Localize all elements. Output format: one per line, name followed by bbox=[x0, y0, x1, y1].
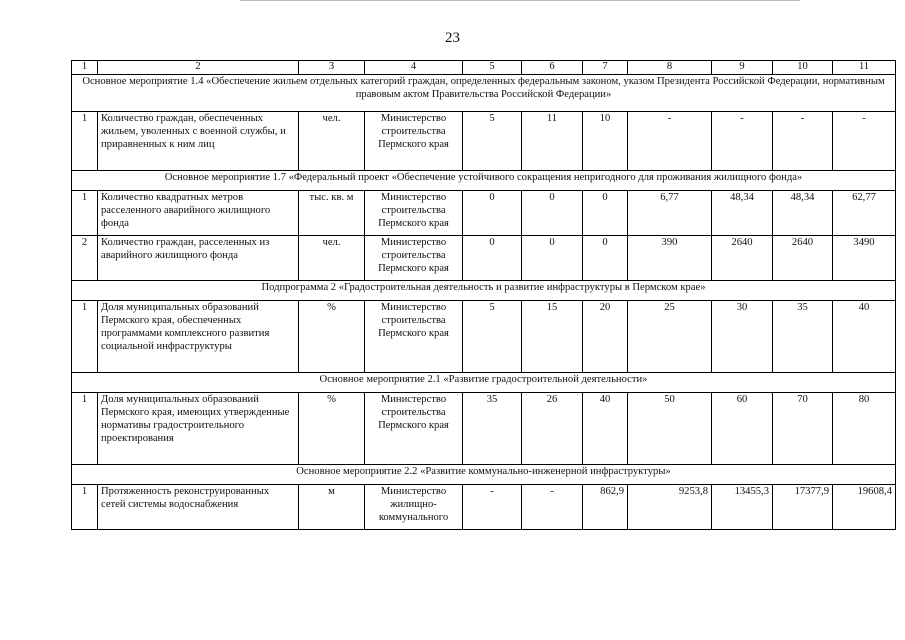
value-col5: - bbox=[463, 484, 522, 529]
unit: % bbox=[299, 392, 365, 464]
value-col5: 0 bbox=[463, 190, 522, 235]
column-number: 9 bbox=[712, 61, 773, 75]
unit: м bbox=[299, 484, 365, 529]
indicator-name: Доля муниципальных образований Пермского края, обеспеченных программами комплексного развития социальной инфраструктуры bbox=[98, 300, 299, 372]
unit: чел. bbox=[299, 111, 365, 170]
responsible-body: Министерство строительства Пермского края bbox=[365, 190, 463, 235]
value-col11: - bbox=[833, 111, 896, 170]
column-number: 4 bbox=[365, 61, 463, 75]
value-col8: 50 bbox=[628, 392, 712, 464]
column-number: 10 bbox=[773, 61, 833, 75]
value-col11: 80 bbox=[833, 392, 896, 464]
indicator-name: Протяженность реконструированных сетей системы водоснабжения bbox=[98, 484, 299, 529]
value-col7: 20 bbox=[583, 300, 628, 372]
indicator-name: Количество граждан, обеспеченных жильем, уволенных с военной службы, и приравненных к ним лиц bbox=[98, 111, 299, 170]
page-top-edge-line bbox=[240, 0, 800, 1]
column-number-row bbox=[72, 61, 896, 75]
column-number: 7 bbox=[583, 61, 628, 75]
value-col9: - bbox=[712, 111, 773, 170]
value-col7: 0 bbox=[583, 235, 628, 280]
value-col7: 10 bbox=[583, 111, 628, 170]
row-number: 1 bbox=[72, 111, 98, 170]
value-col9: 13455,3 bbox=[712, 484, 773, 529]
column-number: 2 bbox=[98, 61, 299, 75]
value-col11: 19608,4 bbox=[833, 484, 896, 529]
value-col11: 62,77 bbox=[833, 190, 896, 235]
section-row bbox=[72, 280, 896, 300]
table-row bbox=[72, 111, 896, 170]
table-row bbox=[72, 235, 896, 280]
value-col7: 40 bbox=[583, 392, 628, 464]
value-col8: - bbox=[628, 111, 712, 170]
indicator-name: Количество квадратных метров расселенного аварийного жилищного фонда bbox=[98, 190, 299, 235]
value-col6: 0 bbox=[522, 235, 583, 280]
value-col9: 48,34 bbox=[712, 190, 773, 235]
unit: тыс. кв. м bbox=[299, 190, 365, 235]
section-title: Подпрограмма 2 «Градостроительная деятельность и развитие инфраструктуры в Пермском крае» bbox=[72, 280, 896, 300]
value-col11: 3490 bbox=[833, 235, 896, 280]
row-number: 1 bbox=[72, 300, 98, 372]
section-row bbox=[72, 464, 896, 484]
value-col5: 35 bbox=[463, 392, 522, 464]
row-number: 1 bbox=[72, 484, 98, 529]
section-row bbox=[72, 74, 896, 111]
value-col11: 40 bbox=[833, 300, 896, 372]
row-number: 1 bbox=[72, 392, 98, 464]
value-col8: 390 bbox=[628, 235, 712, 280]
value-col10: 17377,9 bbox=[773, 484, 833, 529]
value-col9: 30 bbox=[712, 300, 773, 372]
table-row bbox=[72, 190, 896, 235]
column-number: 1 bbox=[72, 61, 98, 75]
value-col5: 0 bbox=[463, 235, 522, 280]
column-number: 5 bbox=[463, 61, 522, 75]
value-col9: 2640 bbox=[712, 235, 773, 280]
section-row bbox=[72, 372, 896, 392]
value-col5: 5 bbox=[463, 300, 522, 372]
value-col6: - bbox=[522, 484, 583, 529]
page-number: 23 bbox=[445, 30, 460, 46]
indicator-name: Количество граждан, расселенных из аварийного жилищного фонда bbox=[98, 235, 299, 280]
value-col8: 9253,8 bbox=[628, 484, 712, 529]
indicators-table bbox=[71, 60, 896, 530]
value-col10: - bbox=[773, 111, 833, 170]
responsible-body: Министерство строительства Пермского края bbox=[365, 392, 463, 464]
responsible-body: Министерство жилищно-коммунального bbox=[365, 484, 463, 529]
value-col6: 26 bbox=[522, 392, 583, 464]
responsible-body: Министерство строительства Пермского края bbox=[365, 235, 463, 280]
column-number: 8 bbox=[628, 61, 712, 75]
value-col10: 2640 bbox=[773, 235, 833, 280]
value-col10: 48,34 bbox=[773, 190, 833, 235]
table-row bbox=[72, 300, 896, 372]
value-col10: 35 bbox=[773, 300, 833, 372]
column-number: 6 bbox=[522, 61, 583, 75]
value-col6: 0 bbox=[522, 190, 583, 235]
value-col6: 11 bbox=[522, 111, 583, 170]
value-col8: 25 bbox=[628, 300, 712, 372]
table-row bbox=[72, 484, 896, 529]
row-number: 2 bbox=[72, 235, 98, 280]
indicator-name: Доля муниципальных образований Пермского края, имеющих утвержденные нормативы градостроительного проектирования bbox=[98, 392, 299, 464]
section-row bbox=[72, 170, 896, 190]
section-title: Основное мероприятие 2.1 «Развитие градостроительной деятельности» bbox=[72, 372, 896, 392]
value-col9: 60 bbox=[712, 392, 773, 464]
value-col10: 70 bbox=[773, 392, 833, 464]
value-col7: 862,9 bbox=[583, 484, 628, 529]
column-number: 3 bbox=[299, 61, 365, 75]
value-col8: 6,77 bbox=[628, 190, 712, 235]
section-title: Основное мероприятие 1.7 «Федеральный проект «Обеспечение устойчивого сокращения непригодного для проживания жилищного фонда» bbox=[72, 170, 896, 190]
row-number: 1 bbox=[72, 190, 98, 235]
section-title: Основное мероприятие 1.4 «Обеспечение жильем отдельных категорий граждан, определенных федеральным законом, указом Президента Российской Федерации, нормативным правовым актом Правительства Российской Федерации» bbox=[72, 74, 896, 111]
unit: чел. bbox=[299, 235, 365, 280]
unit: % bbox=[299, 300, 365, 372]
responsible-body: Министерство строительства Пермского края bbox=[365, 111, 463, 170]
value-col6: 15 bbox=[522, 300, 583, 372]
table-row bbox=[72, 392, 896, 464]
value-col7: 0 bbox=[583, 190, 628, 235]
value-col5: 5 bbox=[463, 111, 522, 170]
responsible-body: Министерство строительства Пермского края bbox=[365, 300, 463, 372]
section-title: Основное мероприятие 2.2 «Развитие коммунально-инженерной инфраструктуры» bbox=[72, 464, 896, 484]
column-number: 11 bbox=[833, 61, 896, 75]
